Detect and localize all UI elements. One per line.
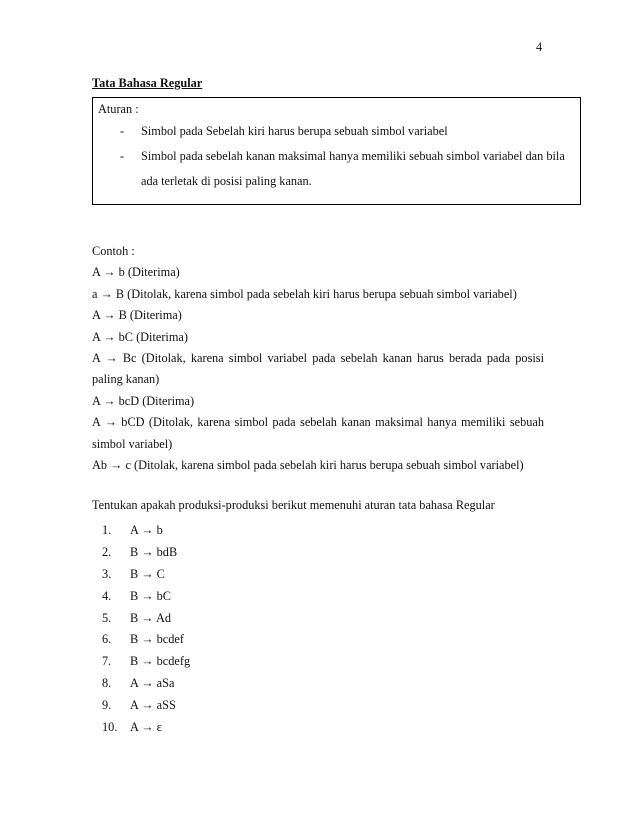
list-text: B → C — [130, 566, 165, 581]
list-text: B → Ad — [130, 610, 171, 625]
rule-text: Simbol pada Sebelah kiri harus berupa sebuah simbol variabel — [141, 124, 448, 138]
rule-text: Simbol pada sebelah kanan maksimal hanya memiliki sebuah simbol variabel dan bila ada terletak di posisi paling kanan. — [141, 149, 565, 188]
list-item — [102, 586, 190, 608]
exercise-intro: Tentukan apakah produksi-produksi berikut memenuhi aturan tata bahasa Regular — [92, 498, 495, 512]
list-number: 4. — [102, 588, 112, 603]
page-number: 4 — [536, 40, 543, 54]
list-number: 6. — [102, 632, 112, 647]
list-item — [102, 564, 190, 586]
list-text: A → aSa — [130, 676, 175, 691]
list-item — [102, 520, 190, 542]
example-line: A → bC (Diterima) — [92, 329, 188, 344]
example-line: a → B (Ditolak, karena simbol pada sebelah kiri harus berupa sebuah simbol variabel) — [92, 286, 517, 301]
list-item — [102, 608, 190, 630]
list-number: 1. — [102, 523, 112, 537]
list-number: 8. — [102, 676, 112, 691]
example-line: A → B (Diterima) — [92, 308, 182, 323]
examples-heading: Contoh : — [92, 244, 135, 258]
list-number: 5. — [102, 610, 112, 625]
list-number: 7. — [102, 654, 112, 669]
list-text: B → bcdefg — [130, 654, 191, 669]
rule-bullet: - — [120, 124, 125, 138]
rules-heading: Aturan : — [98, 102, 139, 116]
example-line: A → bCD (Ditolak, karena simbol pada sebelah kanan maksimal hanya memiliki sebuah — [92, 415, 544, 430]
examples-block — [92, 241, 544, 476]
example-line: paling kanan) — [92, 372, 160, 387]
example-line: A → Bc (Ditolak, karena simbol variabel pada sebelah kanan harus berada pada posisi — [92, 350, 544, 365]
example-line: A → bcD (Diterima) — [92, 393, 195, 408]
list-text: A → b — [130, 523, 163, 537]
exercise-list — [102, 520, 190, 739]
section-title: Tata Bahasa Regular — [92, 76, 203, 90]
rule-bullet: - — [120, 149, 125, 163]
list-item — [102, 542, 190, 564]
list-text: B → bC — [130, 588, 171, 603]
example-line: simbol variabel) — [92, 436, 173, 451]
list-item — [102, 695, 190, 717]
list-text: B → bdB — [130, 544, 178, 559]
rules-box — [92, 97, 581, 205]
example-line: A → b (Diterima) — [92, 265, 180, 280]
list-number: 3. — [102, 566, 112, 581]
list-item — [102, 717, 190, 739]
list-number: 9. — [102, 698, 112, 713]
example-line: Ab → c (Ditolak, karena simbol pada sebelah kiri harus berupa sebuah simbol variabel) — [92, 457, 524, 472]
list-item — [102, 673, 190, 695]
list-number: 2. — [102, 544, 112, 559]
list-number: 10. — [102, 720, 118, 735]
list-text: A → aSS — [130, 698, 176, 713]
list-item — [102, 629, 190, 651]
list-text: B → bcdef — [130, 632, 184, 647]
list-text: A → ε — [130, 720, 162, 735]
list-item — [102, 651, 190, 673]
